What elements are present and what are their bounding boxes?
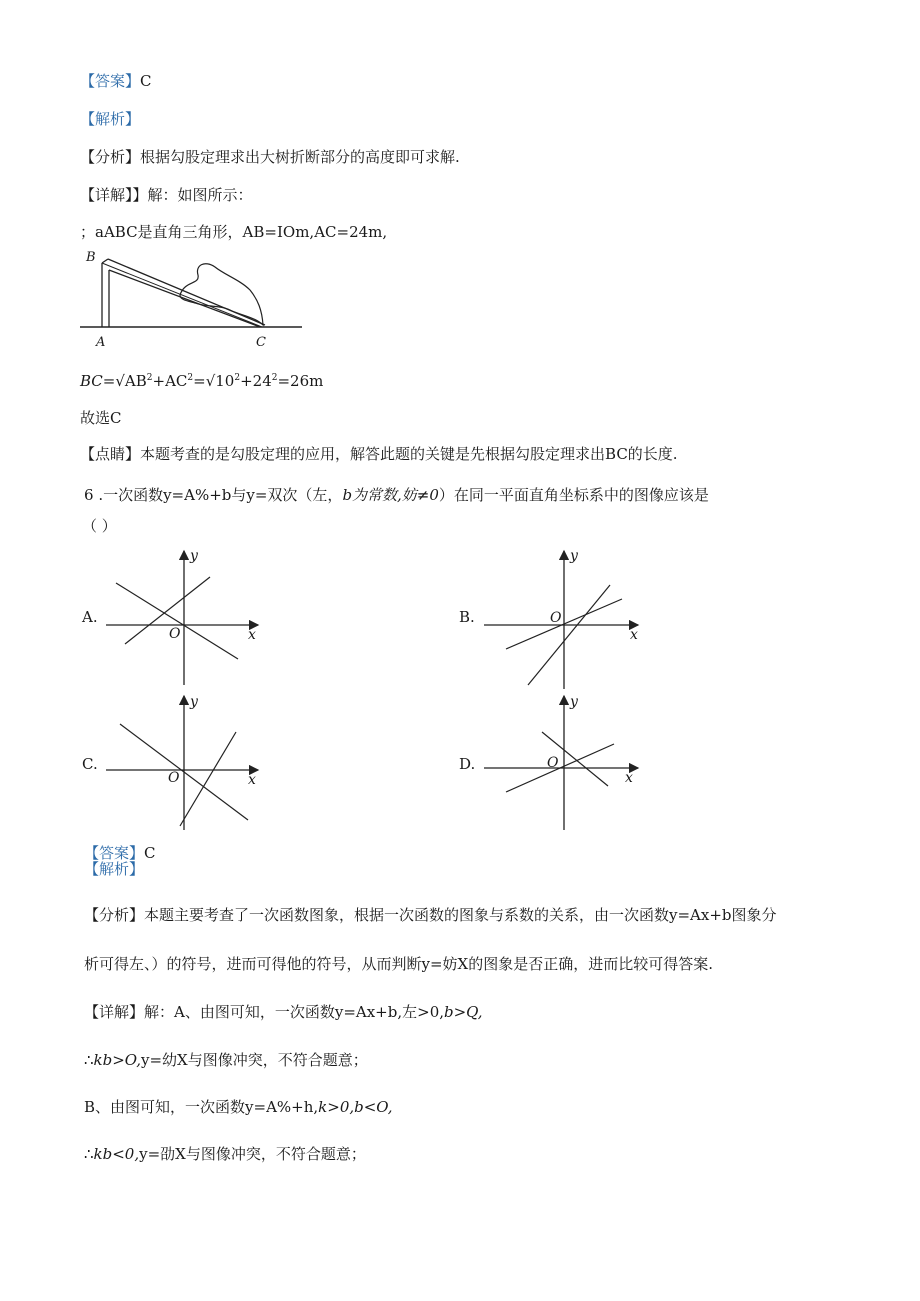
svg-text:x: x	[625, 770, 633, 786]
option-d-label[interactable]: D.	[459, 755, 476, 773]
line-rising	[180, 732, 236, 826]
solution-line-b-therefore: ∴kb<0,y=劭X与图像冲突，不符合题意；	[84, 1145, 366, 1163]
question-number: 6	[84, 486, 94, 504]
solution-analysis-tag: 【解析】	[84, 860, 145, 878]
svg-text:x: x	[630, 627, 638, 643]
formula-lhs: BC	[80, 372, 103, 390]
xiangjie-text: 】解：如图所示：	[132, 186, 253, 204]
xiangjie-tag: 【详解】	[80, 186, 133, 204]
svg-text:x: x	[248, 772, 256, 788]
option-a-label[interactable]: A.	[82, 608, 98, 626]
solution-answer-value: C	[144, 844, 156, 862]
label-b: B	[86, 250, 96, 265]
solution-line-b: B、由图可知，一次函数y=A%+h,k>0,b<O,	[84, 1098, 393, 1116]
svg-text:O: O	[168, 770, 180, 786]
fenxi-tag: 【分析】	[80, 148, 141, 166]
tree-figure	[80, 245, 305, 350]
option-b-graph[interactable]	[480, 547, 650, 692]
svg-text:y: y	[190, 548, 198, 564]
xiangjie-line	[80, 185, 253, 205]
option-c-graph[interactable]	[100, 692, 270, 832]
solution-fenxi-line2: 析可得左、）的符号，进而可得他的符号，从而判断y=妨X的图象是否正确，进而比较可得答案.	[84, 955, 713, 973]
fenxi-text: 根据勾股定理求出大树折断部分的高度即可求解.	[140, 148, 460, 166]
dianjing-tag: 【点睛】	[80, 445, 141, 463]
svg-text:O: O	[169, 626, 181, 642]
answer-line	[80, 71, 152, 91]
dianjing-line	[80, 444, 678, 464]
svg-text:O: O	[547, 755, 559, 771]
line-falling	[116, 583, 238, 659]
option-a-graph[interactable]	[100, 547, 270, 687]
bc-formula: $BC=√AB^2+AC^2=√10^2+24^2=26m$	[80, 372, 324, 390]
dianjing-text: 本题考查的是勾股定理的应用，解答此题的关键是先根据勾股定理求出BC的长度.	[140, 445, 678, 463]
question-6-stem: 6 .一次函数y=A%+b与y=双次（左，b为常数,妨≠0）在同一平面直角坐标系中的图像应该是	[84, 486, 709, 504]
svg-text:y: y	[190, 694, 198, 710]
option-b-label[interactable]: B.	[459, 608, 475, 626]
label-c: C	[256, 335, 266, 350]
solution-fenxi-tag: 【分析】	[84, 906, 145, 924]
svg-text:O: O	[550, 610, 562, 626]
option-c-label[interactable]: C.	[82, 755, 98, 773]
fenxi-line	[80, 147, 460, 167]
choose-line: 故选C	[80, 409, 122, 427]
line-steep	[528, 585, 610, 685]
broken-part-top	[108, 259, 265, 325]
solution-line-a: 【详解】解：A、由图可知，一次函数y=Ax+b,左>0,b>Q,	[84, 1003, 483, 1021]
answer-tag: 【答案】	[80, 72, 141, 90]
svg-text:x: x	[248, 627, 256, 643]
broken-part-bottom	[109, 270, 260, 327]
answer-paren: （ ）	[82, 517, 117, 535]
solution-xiangjie-tag: 【详解】	[84, 1003, 145, 1021]
option-d-graph[interactable]	[480, 692, 650, 832]
answer-value: C	[140, 72, 152, 90]
analysis-tag: 【解析】	[80, 110, 141, 128]
solution-fenxi-line1: 【分析】本题主要考查了一次函数图象，根据一次函数的图象与系数的关系，由一次函数y=Ax+b图象分	[84, 906, 777, 924]
label-a: A	[96, 335, 106, 350]
solution-line-a-therefore: ∴kb>O,y=幼X与图像冲突，不符合题意；	[84, 1051, 368, 1069]
hypotenuse	[102, 263, 262, 327]
svg-text:y: y	[570, 548, 578, 564]
svg-text:y: y	[570, 694, 578, 710]
triangle-line: ；aABC是直角三角形，AB=IOm,AC=24m,	[80, 223, 388, 241]
solution-answer-tag: 【答案】	[84, 844, 145, 862]
